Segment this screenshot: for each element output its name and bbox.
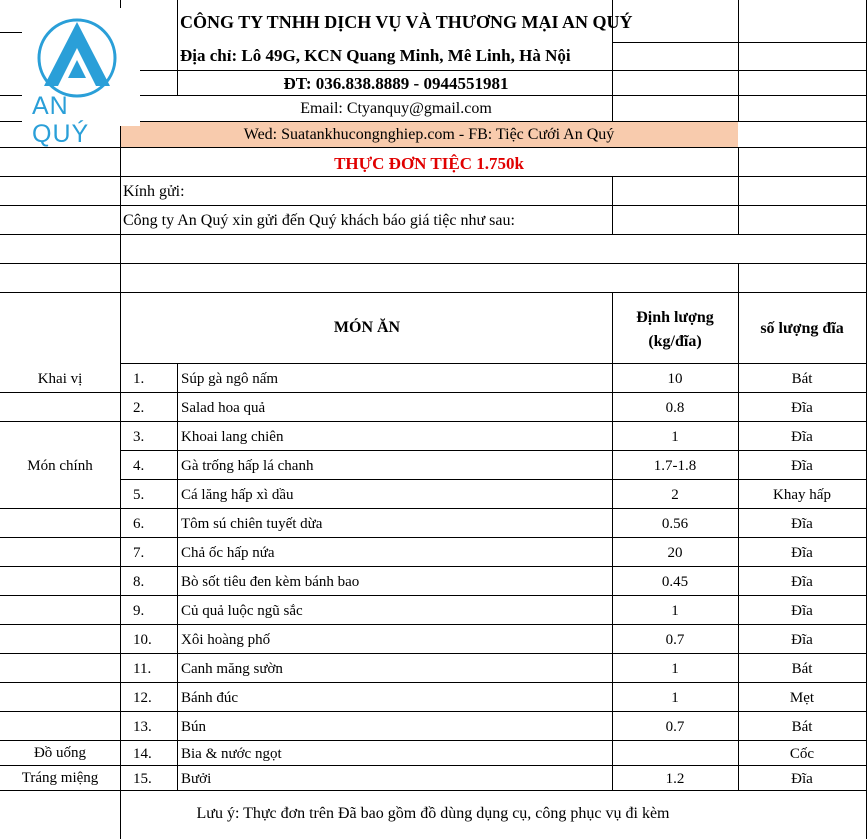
dish-quantity: 1.7-1.8 <box>653 458 697 474</box>
dish-unit: Mẹt <box>789 690 815 706</box>
dish-quantity: 10 <box>667 371 683 387</box>
column-header-unit: số lượng đĩa <box>760 320 844 337</box>
dish-name: Salad hoa quả <box>181 400 266 416</box>
column-header-qty <box>612 306 738 354</box>
row-number: 14. <box>133 746 152 762</box>
menu-title: THỰC ĐƠN TIỆC 1.750k <box>334 154 524 173</box>
group-label-drinks: Đồ uống <box>33 745 87 761</box>
row-number: 9. <box>133 603 145 619</box>
company-phone: ĐT: 036.838.8889 - 0944551981 <box>283 74 509 93</box>
dish-name: Khoai lang chiên <box>181 429 284 445</box>
company-logo <box>22 8 140 148</box>
column-header-qty-line2: (kg/đĩa) <box>648 333 702 350</box>
row-number: 3. <box>133 429 145 445</box>
dish-quantity: 1.2 <box>665 771 685 787</box>
row-number: 2. <box>133 400 145 416</box>
row-number: 6. <box>133 516 145 532</box>
dish-quantity: 0.7 <box>665 632 685 648</box>
dish-name: Củ quả luộc ngũ sắc <box>181 603 303 619</box>
row-number: 13. <box>133 719 152 735</box>
dish-quantity: 1 <box>671 429 679 445</box>
row-number: 7. <box>133 545 145 561</box>
dish-quantity: 0.7 <box>665 719 685 735</box>
dish-unit: Bát <box>791 371 813 387</box>
company-name: CÔNG TY TNHH DỊCH VỤ VÀ THƯƠNG MẠI AN QUÝ <box>180 12 633 32</box>
dish-quantity: 1 <box>671 603 679 619</box>
dish-unit: Khay hấp <box>773 487 831 503</box>
row-number: 4. <box>133 458 145 474</box>
dish-name: Canh măng sườn <box>181 661 283 677</box>
group-label-appetizer: Khai vị <box>37 371 83 387</box>
dish-quantity: 1 <box>671 661 679 677</box>
dish-unit: Đĩa <box>791 516 813 532</box>
column-header-dish: MÓN ĂN <box>333 319 401 336</box>
dish-quantity: 0.56 <box>661 516 689 532</box>
dish-unit: Đĩa <box>791 545 813 561</box>
dish-name: Xôi hoàng phố <box>181 632 271 648</box>
footer-note: Lưu ý: Thực đơn trên Đã bao gồm đồ dùng dụng cụ, công phục vụ đi kèm <box>196 805 670 822</box>
row-number: 12. <box>133 690 152 706</box>
dish-unit: Đĩa <box>791 574 813 590</box>
dish-name: Bia & nước ngọt <box>181 746 282 762</box>
dish-unit: Đĩa <box>791 429 813 445</box>
column-header-qty-line1: Định lượng <box>636 309 714 326</box>
row-number: 5. <box>133 487 145 503</box>
dish-quantity: 0.8 <box>665 400 685 416</box>
dish-name: Chả ốc hấp nứa <box>181 545 275 561</box>
group-label-dessert: Tráng miệng <box>21 770 99 786</box>
company-address: Địa chỉ: Lô 49G, KCN Quang Minh, Mê Linh, Hà Nội <box>180 46 571 65</box>
dish-unit: Bát <box>791 719 813 735</box>
row-number: 15. <box>133 771 152 787</box>
dish-quantity: 0.45 <box>661 574 689 590</box>
dish-name: Bánh đúc <box>181 690 239 706</box>
row-number: 11. <box>133 661 152 677</box>
dish-unit: Đĩa <box>791 632 813 648</box>
row-number: 10. <box>133 632 152 648</box>
dish-name: Súp gà ngô nấm <box>181 371 279 387</box>
dish-unit: Đĩa <box>791 771 813 787</box>
dish-quantity: 2 <box>671 487 679 503</box>
intro-text: Công ty An Quý xin gửi đến Quý khách báo giá tiệc như sau: <box>123 212 515 229</box>
row-number: 1. <box>133 371 145 387</box>
dish-name: Bò sốt tiêu đen kèm bánh bao <box>181 574 360 590</box>
dish-name: Tôm sú chiên tuyết dừa <box>181 516 323 532</box>
dish-name: Gà trống hấp lá chanh <box>181 458 314 474</box>
dish-name: Bún <box>181 719 207 735</box>
dish-quantity: 20 <box>667 545 683 561</box>
dish-unit: Đĩa <box>791 603 813 619</box>
dish-quantity: 1 <box>671 690 679 706</box>
group-label-main: Món chính <box>27 458 93 474</box>
row-number: 8. <box>133 574 145 590</box>
company-email: Email: Ctyanquy@gmail.com <box>300 100 492 117</box>
company-web: Wed: Suatankhucongnghiep.com - FB: Tiệc Cưới An Quý <box>243 126 615 143</box>
dish-unit: Đĩa <box>791 400 813 416</box>
dish-unit: Đĩa <box>791 458 813 474</box>
greeting: Kính gửi: <box>123 183 185 200</box>
dish-name: Cá lăng hấp xì dầu <box>181 487 294 503</box>
dish-unit: Bát <box>791 661 813 677</box>
logo-text: AN QUÝ <box>32 92 90 148</box>
dish-name: Bưởi <box>181 771 212 787</box>
dish-unit: Cốc <box>789 746 815 762</box>
